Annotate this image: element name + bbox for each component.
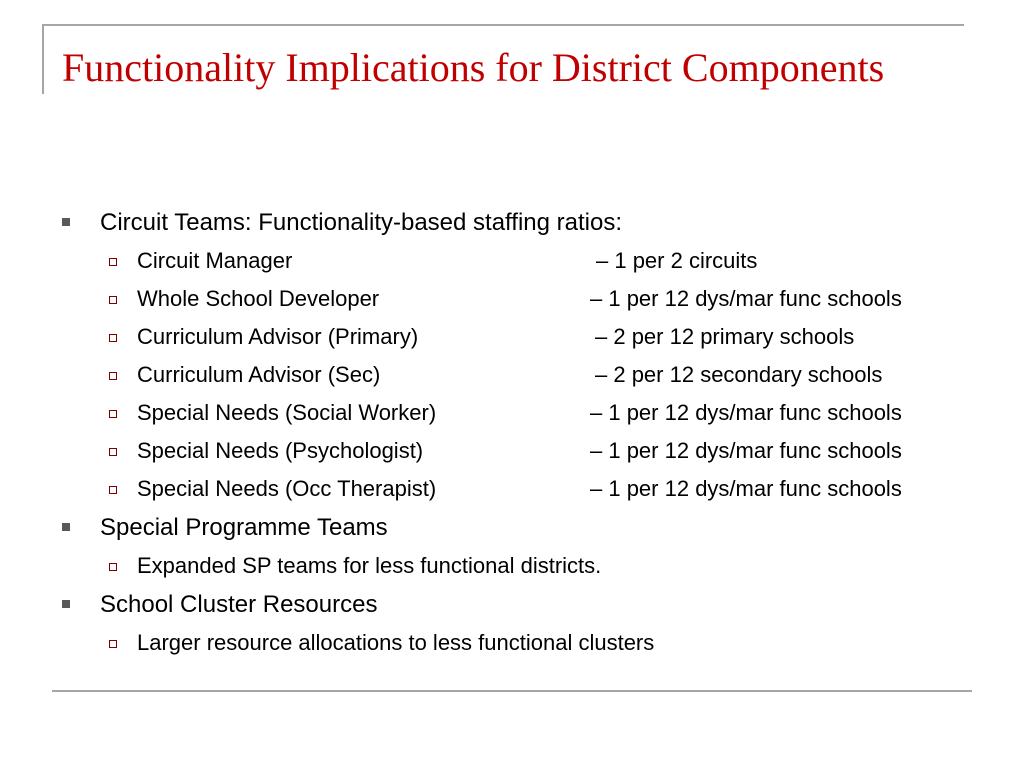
hollow-square-bullet-icon bbox=[109, 258, 117, 266]
list-item bbox=[62, 624, 654, 662]
hollow-square-bullet-icon bbox=[109, 410, 117, 418]
section-heading-school-cluster-resources bbox=[62, 585, 654, 624]
role-label: Special Needs (Psychologist) bbox=[137, 438, 424, 463]
item-text: Expanded SP teams for less functional districts. bbox=[137, 553, 602, 578]
hollow-square-bullet-icon bbox=[109, 296, 117, 304]
ratio-label: – 1 per 12 dys/mar func schools bbox=[590, 438, 902, 463]
hollow-square-bullet-icon bbox=[109, 640, 117, 648]
list-item bbox=[62, 280, 902, 318]
list-item bbox=[62, 356, 883, 394]
bottom-rule bbox=[52, 690, 972, 692]
filled-square-bullet-icon bbox=[62, 218, 70, 226]
role-label: Curriculum Advisor (Sec) bbox=[137, 362, 381, 387]
hollow-square-bullet-icon bbox=[109, 334, 117, 342]
section-heading-circuit-teams bbox=[62, 203, 654, 242]
ratio-label: – 1 per 12 dys/mar func schools bbox=[590, 476, 902, 501]
section-heading-special-programme-teams bbox=[62, 508, 654, 547]
top-rule bbox=[42, 24, 964, 26]
section-heading-text: School Cluster Resources bbox=[100, 591, 378, 618]
ratio-label: – 1 per 2 circuits bbox=[596, 248, 758, 273]
hollow-square-bullet-icon bbox=[109, 372, 117, 380]
section-heading-text: Circuit Teams: Functionality-based staffing ratios: bbox=[100, 209, 623, 236]
section-heading-text: Special Programme Teams bbox=[100, 514, 388, 541]
list-item bbox=[62, 242, 758, 280]
content-list bbox=[62, 203, 902, 662]
slide-title: Functionality Implications for District Components bbox=[62, 45, 885, 90]
ratio-label: – 2 per 12 secondary schools bbox=[595, 362, 883, 387]
list-item bbox=[62, 547, 654, 585]
list-item bbox=[62, 432, 902, 470]
ratio-label: – 2 per 12 primary schools bbox=[595, 324, 855, 349]
role-label: Circuit Manager bbox=[137, 248, 293, 273]
list-item bbox=[62, 470, 902, 508]
ratio-label: – 1 per 12 dys/mar func schools bbox=[590, 286, 902, 311]
role-label: Curriculum Advisor (Primary) bbox=[137, 324, 419, 349]
hollow-square-bullet-icon bbox=[109, 563, 117, 571]
filled-square-bullet-icon bbox=[62, 600, 70, 608]
list-item bbox=[62, 394, 902, 432]
role-label: Whole School Developer bbox=[137, 286, 380, 311]
list-item bbox=[62, 318, 855, 356]
item-text: Larger resource allocations to less functional clusters bbox=[137, 630, 655, 655]
hollow-square-bullet-icon bbox=[109, 486, 117, 494]
ratio-label: – 1 per 12 dys/mar func schools bbox=[590, 400, 902, 425]
filled-square-bullet-icon bbox=[62, 523, 70, 531]
role-label: Special Needs (Occ Therapist) bbox=[137, 476, 437, 501]
role-label: Special Needs (Social Worker) bbox=[137, 400, 437, 425]
left-rule bbox=[42, 24, 44, 94]
hollow-square-bullet-icon bbox=[109, 448, 117, 456]
